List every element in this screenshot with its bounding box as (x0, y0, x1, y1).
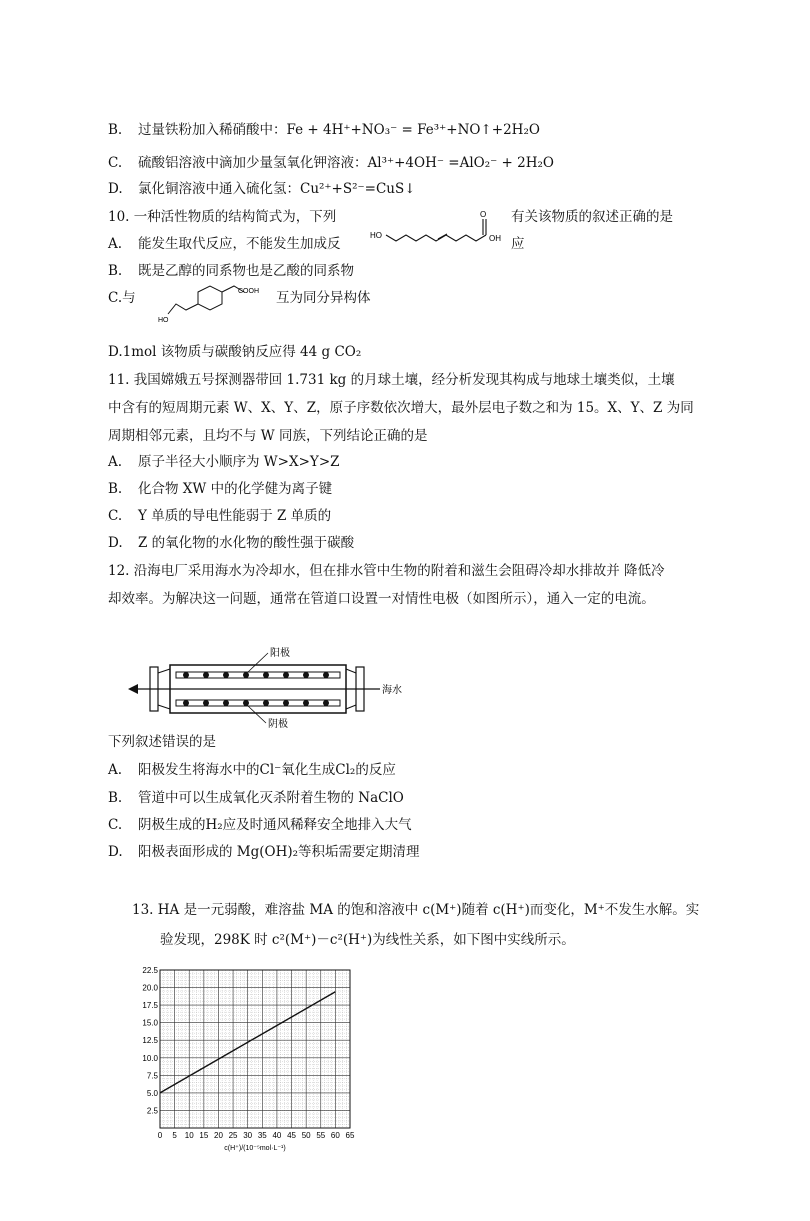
x-tick-label: 40 (272, 1131, 282, 1140)
q11-stem-line1: 11. 我国嫦娥五号探测器带回 1.731 kg 的月球土壤，经分析发现其构成与地球土壤类似，土壤 (108, 372, 675, 388)
q10-option-c-structure (150, 284, 270, 324)
label-cathode: 阴极 (268, 719, 288, 730)
q13-stem-line2: 验发现，298K 时 c²(M⁺)－c²(H⁺)为线性关系，如下图中实线所示。 (160, 932, 575, 948)
q10-stem-b: 有关该物质的叙述正确的是 (511, 209, 673, 225)
q12-option-d: D. 阳极表面形成的 Mg(OH)₂等积垢需要定期清理 (108, 844, 420, 860)
y-tick-label: 22.5 (142, 966, 158, 975)
q11-option-d: D. Z 的氧化物的水化物的酸性强于碳酸 (108, 535, 355, 551)
y-tick-label: 5.0 (146, 1088, 158, 1098)
q13-line-chart (130, 962, 360, 1154)
y-tick-label: 2.5 (146, 1106, 158, 1116)
x-tick-label: 25 (228, 1131, 238, 1140)
q11-option-a: A. 原子半径大小顺序为 W>X>Y>Z (108, 454, 340, 470)
x-tick-label: 50 (301, 1131, 311, 1140)
q11-option-b: B. 化合物 XW 中的化学健为离子键 (108, 481, 333, 497)
q11-option-c: C. Y 单质的导电性能弱于 Z 单质的 (108, 508, 332, 524)
y-tick-label: 12.5 (142, 1036, 158, 1046)
x-tick-label: 35 (257, 1131, 267, 1140)
x-tick-label: 30 (243, 1131, 253, 1140)
q12-stem-line2: 却效率。为解决这一问题，通常在管道口设置一对情性电极（如图所示），通入一定的电流。 (108, 591, 655, 607)
q10-option-a: A. 能发生取代反应，不能发生加成反 (108, 236, 341, 252)
y-tick-label: 15.0 (142, 1018, 158, 1028)
x-tick-label: 45 (287, 1131, 296, 1140)
structure-label-ho: HO (370, 231, 382, 240)
structure-label-o: O (480, 210, 487, 219)
y-tick-label: 17.5 (142, 1001, 158, 1011)
q9-option-d: D. 氯化铜溶液中通入硫化氢：Cu²⁺+S²⁻=CuS↓ (108, 181, 416, 197)
y-tick-label: 20.0 (142, 983, 158, 993)
q12-question: 下列叙述错误的是 (108, 734, 216, 750)
q10-option-b: B. 既是乙醇的同系物也是乙酸的同系物 (108, 263, 354, 279)
x-tick-label: 20 (214, 1131, 223, 1140)
q12-option-a: A. 阳极发生将海水中的Cl⁻氧化生成Cl₂的反应 (108, 762, 396, 778)
x-tick-label: 15 (199, 1131, 209, 1140)
q12-option-c: C. 阴极生成的H₂应及时通风稀释安全地排入大气 (108, 817, 412, 833)
q10-option-c-tail: 互为同分异构体 (276, 290, 371, 306)
q12-stem-line1: 12. 沿海电厂采用海水为冷却水，但在排水管中生物的附着和滋生会阻碍冷却水排故并 降低冷 (108, 563, 665, 579)
x-tick-label: 0 (157, 1131, 163, 1140)
q10-option-c-lead: C.与 (108, 290, 136, 306)
q13-stem-line1: 13. HA 是一元弱酸，难溶盐 MA 的饱和溶液中 c(M⁺)随着 c(H⁺)而变化，M⁺不发生水解。实 (132, 902, 700, 918)
chart-x-ticks (158, 1131, 355, 1140)
structure-label-cooh: COOH (238, 288, 259, 295)
chart-x-label: c(H⁺)/(10⁻⁵mol·L⁻¹) (224, 1145, 286, 1152)
q10-stem-a: 10. 一种活性物质的结构简式为，下列 (108, 209, 337, 225)
structure-label-oh: OH (489, 234, 501, 243)
q11-stem-line2: 中含有的短周期元素 W、X、Y、Z，原子序数依次增大，最外层电子数之和为 15。X、Y、Z 为同 (108, 400, 694, 416)
q10-structure-formula (368, 207, 508, 247)
q12-pipe-diagram (120, 645, 420, 735)
y-tick-label: 10.0 (142, 1053, 158, 1063)
y-tick-label: 7.5 (146, 1071, 158, 1081)
label-seawater: 海水 (382, 685, 402, 696)
q10-option-a-tail: 应 (511, 236, 525, 252)
x-tick-label: 10 (184, 1131, 194, 1140)
label-anode: 阳极 (270, 648, 290, 659)
chart-grid (160, 970, 350, 1128)
x-tick-label: 60 (330, 1131, 340, 1140)
chart-y-ticks (142, 966, 158, 1115)
q12-option-b: B. 管道中可以生成氧化灭杀附着生物的 NaClO (108, 790, 404, 806)
x-tick-label: 55 (316, 1131, 326, 1140)
q11-stem-line3: 周期相邻元素，且均不与 W 同族，下列结论正确的是 (108, 428, 428, 444)
q9-option-c: C. 硫酸铝溶液中滴加少量氢氧化钾溶液：Al³⁺+4OH⁻ =AlO₂⁻ + 2H₂O (108, 155, 554, 171)
x-tick-label: 65 (345, 1131, 355, 1140)
x-tick-label: 5 (172, 1131, 177, 1140)
q9-option-b: B. 过量铁粉加入稀硝酸中：Fe + 4H⁺+NO₃⁻ = Fe³⁺+NO↑+2H₂O (108, 122, 540, 138)
q10-option-d: D.1mol 该物质与碳酸钠反应得 44 g CO₂ (108, 344, 362, 360)
structure-label-ho: HO (158, 317, 169, 324)
